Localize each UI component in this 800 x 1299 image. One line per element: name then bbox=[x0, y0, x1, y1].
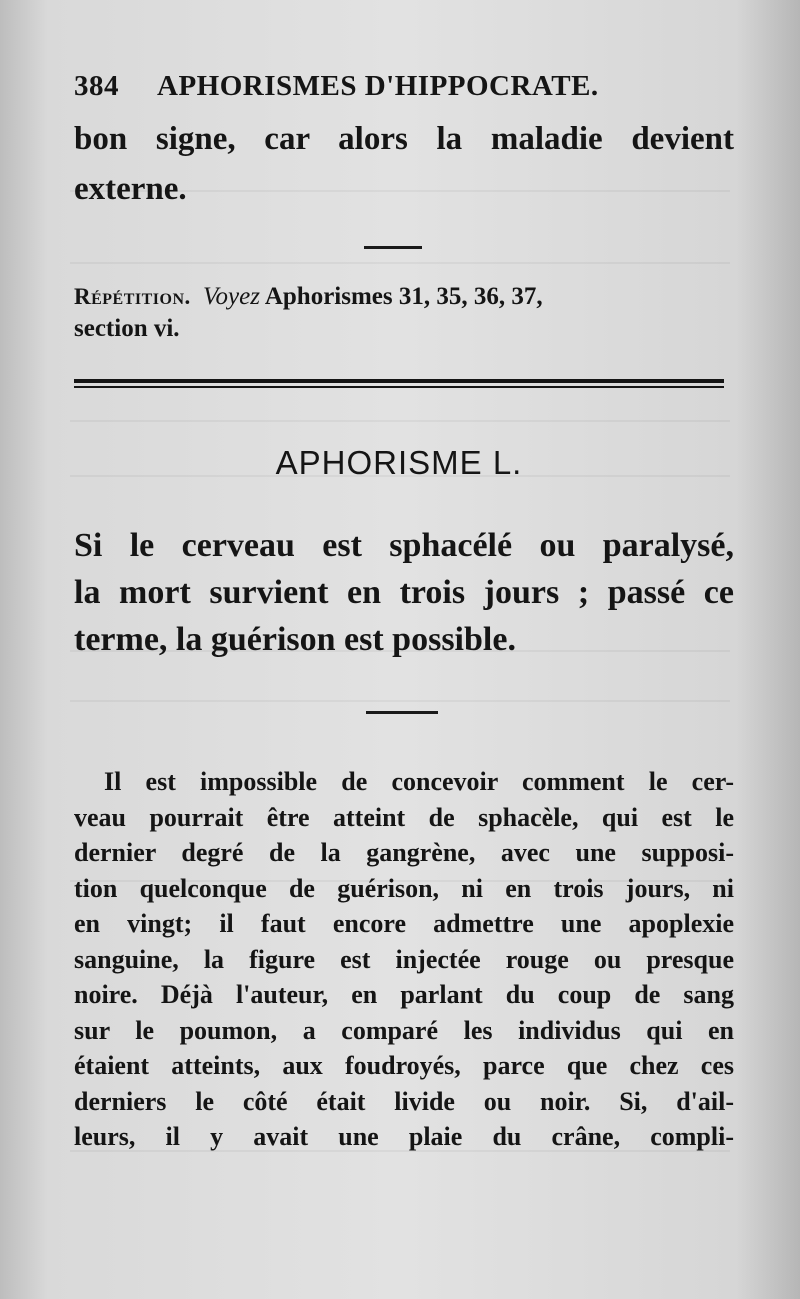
commentary-divider bbox=[366, 711, 438, 714]
commentary-line: veau pourrait être atteint de sphacèle, qui est le bbox=[74, 802, 734, 832]
commentary-line: derniers le côté était livide ou noir. Si, d'ail- bbox=[74, 1086, 734, 1116]
repetition-reference: Aphorismes 31, 35, 36, 37, bbox=[264, 283, 543, 310]
repetition-label: Répétition. bbox=[74, 284, 191, 309]
double-rule-divider bbox=[74, 379, 724, 388]
aphorism-line: terme, la guérison est possible. bbox=[74, 621, 516, 658]
commentary-line: sur le poumon, a comparé les individus qui en bbox=[74, 1015, 734, 1045]
page-content bbox=[74, 70, 734, 1155]
commentary-line: leurs, il y avait une plaie du crâne, compli- bbox=[74, 1122, 734, 1151]
repetition-line bbox=[74, 281, 734, 313]
commentary-line: noire. Déjà l'auteur, en parlant du coup de sang bbox=[74, 980, 734, 1009]
commentary-text bbox=[74, 764, 734, 1155]
aphorism-line: la mort survient en trois jours ; passé ce bbox=[74, 574, 734, 611]
section-divider bbox=[364, 246, 422, 249]
commentary-line: dernier degré de la gangrène, avec une supposi- bbox=[74, 838, 734, 867]
voyez-word: Voyez bbox=[203, 283, 260, 310]
aphorism-text bbox=[74, 522, 734, 663]
page-number: 384 bbox=[74, 70, 119, 102]
repetition-note bbox=[74, 281, 734, 345]
commentary-line: sanguine, la figure est injectée rouge ou presque bbox=[74, 944, 734, 974]
commentary-line: Il est impossible de concevoir comment le cer- bbox=[104, 767, 734, 796]
continuation-text bbox=[74, 114, 734, 214]
aphorism-title: APHORISME L. bbox=[275, 444, 523, 481]
commentary-line: en vingt; il faut encore admettre une apoplexie bbox=[74, 909, 734, 938]
text-line: externe. bbox=[74, 171, 187, 207]
commentary-line: tion quelconque de guérison, ni en trois jours, ni bbox=[74, 873, 734, 903]
repetition-section: section vi. bbox=[74, 315, 180, 342]
page-header bbox=[74, 70, 734, 114]
aphorism-line: Si le cerveau est sphacélé ou paralysé, bbox=[74, 527, 734, 564]
running-head: APHORISMES D'HIPPOCRATE. bbox=[157, 70, 599, 102]
text-line: bon signe, car alors la maladie devient bbox=[74, 121, 734, 157]
commentary-line: étaient atteints, aux foudroyés, parce que chez ces bbox=[74, 1051, 734, 1080]
